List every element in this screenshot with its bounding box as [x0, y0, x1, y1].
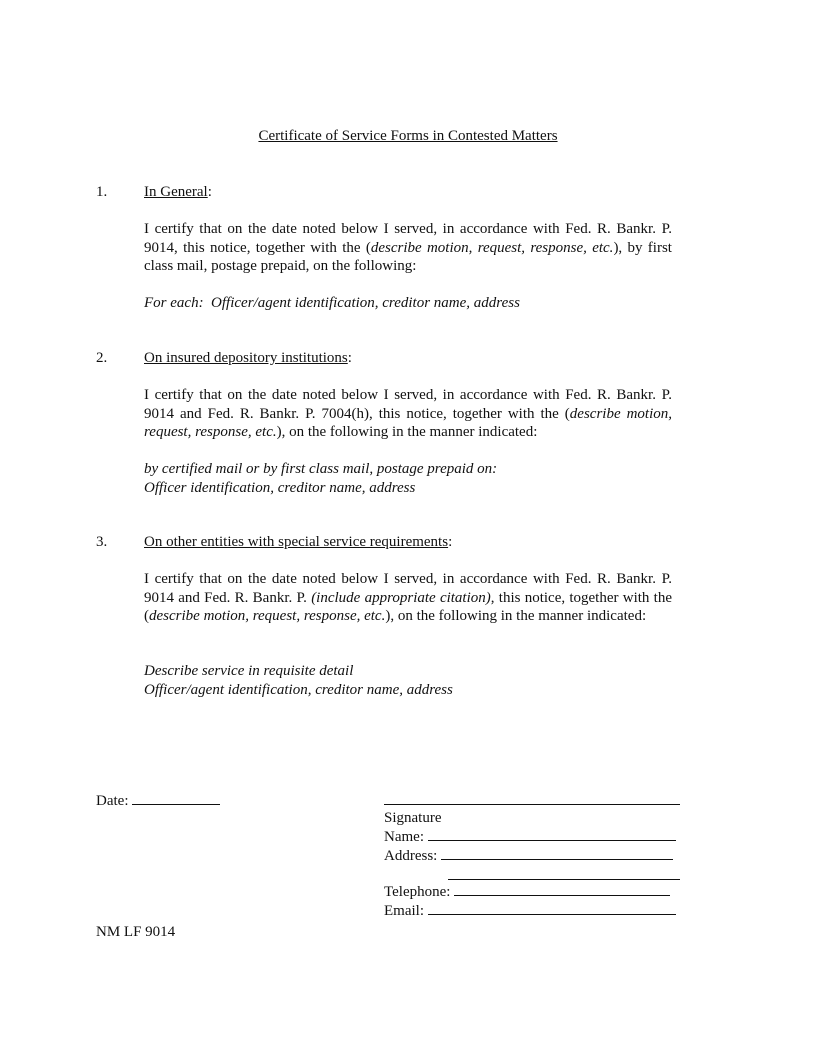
section-2-body-end: ), on the following in the manner indicated: — [276, 424, 538, 440]
section-3-detail-line-1: Describe service in requisite detail — [144, 663, 354, 679]
section-3-body — [144, 570, 672, 626]
address-label: Address: — [384, 848, 438, 864]
section-2-body-italic: describe motion, request, response, etc. — [144, 405, 673, 440]
date-blank[interactable] — [132, 792, 220, 805]
section-3-body-end: ), on the following in the manner indicated: — [385, 608, 647, 624]
email-label: Email: — [384, 903, 424, 919]
form-id: NM LF 9014 — [96, 924, 176, 940]
section-3-heading-text: On other entities with special service requirements — [144, 534, 449, 550]
section-3-detail-line-2: Officer/agent identification, creditor name, address — [144, 681, 453, 698]
section-1-number: 1. — [96, 184, 108, 200]
name-label: Name: — [384, 829, 424, 845]
section-1-body — [144, 220, 672, 276]
section-2-detail — [144, 460, 497, 497]
date-field — [96, 792, 220, 810]
section-1-body-text: I certify that on the date noted below I served, in accordance with Fed. R. Bankr. P. 9014, this notice, together with the ( — [144, 221, 672, 256]
section-2-body — [144, 386, 672, 442]
section-2-body-text: I certify that on the date noted below I served, in accordance with Fed. R. Bankr. P. 9014 and Fed. R. Bankr. P. 7004(h), this notice, together with the ( — [144, 387, 672, 422]
section-1-detail-line: For each: Officer/agent identification, creditor name, address — [144, 295, 520, 311]
address-blank-1[interactable] — [441, 847, 673, 860]
telephone-blank[interactable] — [454, 883, 670, 896]
email-blank[interactable] — [428, 902, 676, 915]
section-2-number: 2. — [96, 350, 108, 366]
name-field — [384, 828, 676, 846]
section-2-detail-line-2: Officer identification, creditor name, address — [144, 479, 416, 496]
section-1-body-end: ), by first class mail, postage prepaid, on the following: — [144, 239, 672, 274]
signature-line[interactable] — [384, 804, 680, 805]
name-blank[interactable] — [428, 828, 676, 841]
section-3-heading: On other entities with special service requirements: — [144, 534, 453, 550]
section-1-detail — [144, 294, 520, 313]
section-2-heading: On insured depository institutions: — [144, 350, 352, 366]
section-2-heading-text: On insured depository institutions — [144, 350, 348, 366]
date-label: Date: — [96, 793, 129, 809]
section-2-detail-line-1: by certified mail or by first class mail, postage prepaid on: — [144, 461, 498, 477]
page-title: Certificate of Service Forms in Contested Matters — [258, 128, 558, 144]
section-3-body-mid: , this notice, together with the ( — [144, 589, 672, 624]
email-field — [384, 902, 676, 920]
section-3-number: 3. — [96, 534, 108, 550]
section-3-body-text: I certify that on the date noted below I served, in accordance with Fed. R. Bankr. P. 9014 and Fed. R. Bankr. P. — [144, 571, 672, 606]
section-1-heading-text: In General — [144, 184, 208, 200]
section-3-detail — [144, 662, 453, 699]
telephone-field — [384, 883, 670, 901]
address-blank-2[interactable] — [448, 865, 680, 880]
section-1-body-italic: describe motion, request, response, etc. — [370, 239, 614, 256]
signature-label: Signature — [384, 810, 442, 826]
section-3-body-citation: (include appropriate citation) — [311, 589, 491, 606]
address-field — [384, 847, 673, 865]
telephone-label: Telephone: — [384, 884, 451, 900]
section-3-body-italic: describe motion, request, response, etc. — [149, 608, 386, 624]
section-1-heading: In General: — [144, 184, 212, 200]
